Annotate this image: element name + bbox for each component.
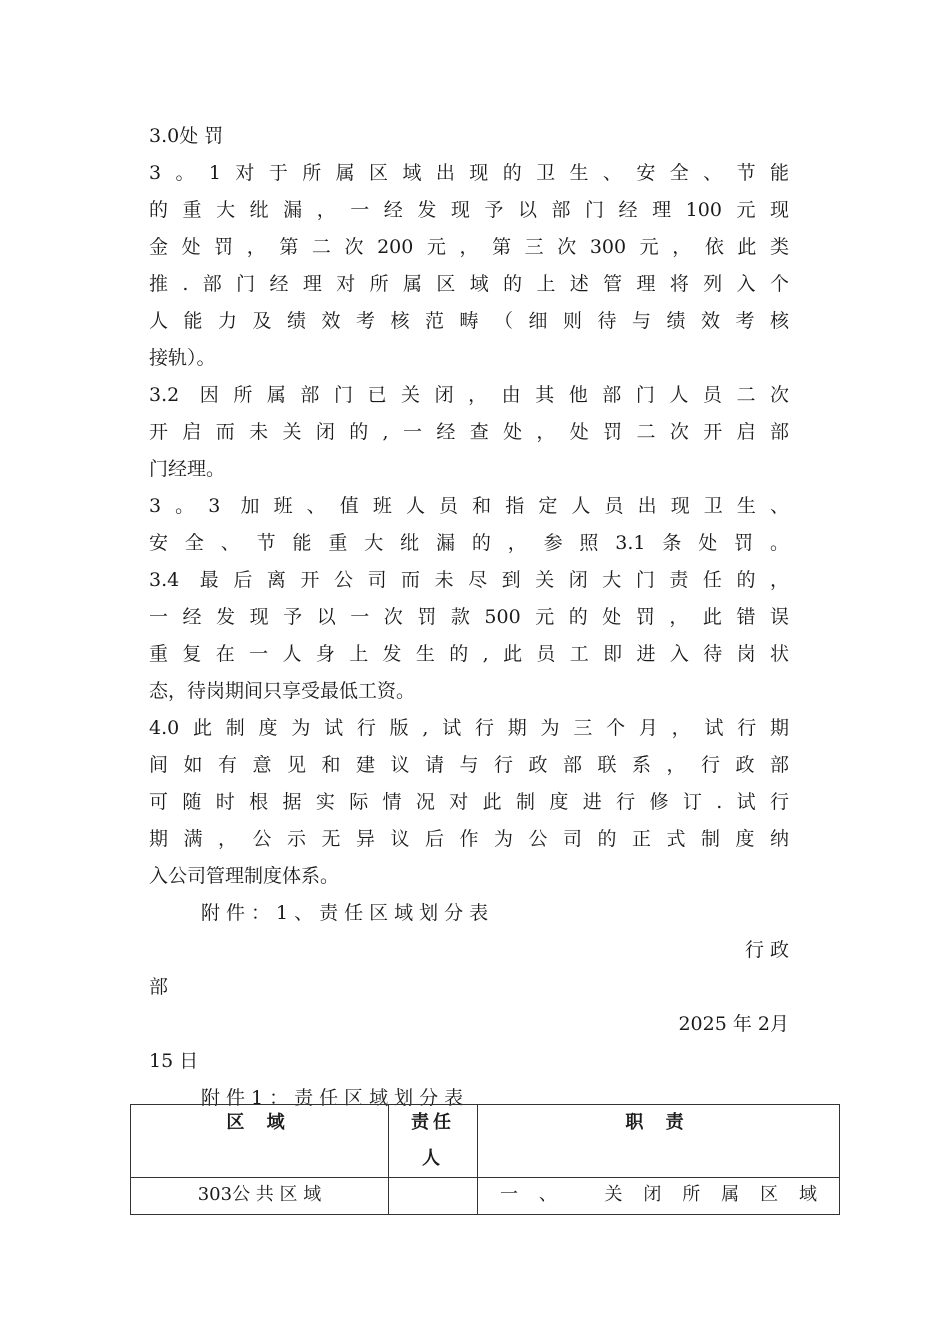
text-line: 行 政 bbox=[744, 939, 789, 961]
text-line: 3.4 最后离开公司而未尽到关闭大门责任的， bbox=[149, 569, 789, 591]
text-line: 重复在一人身上发生的,此员工即进入待岗状 bbox=[149, 643, 789, 665]
text-line: 15 日 bbox=[149, 1050, 199, 1072]
text-line: 态，待岗期间只享受最低工资。 bbox=[149, 680, 416, 702]
text-line: 附件：1、责任区域划分表 bbox=[201, 902, 495, 924]
text-line: 可随时根据实际情况对此制度进行修订.试行 bbox=[149, 791, 789, 813]
text-line: 3.2 因所属部门已关闭，由其他部门人员二次 bbox=[149, 384, 789, 406]
text-line: 3。3 加班、值班人员和指定人员出现卫生、 bbox=[149, 495, 789, 517]
table-header-row bbox=[131, 1105, 840, 1178]
text-line: 入公司管理制度体系。 bbox=[149, 865, 340, 887]
text-line: 3.0处 罚 bbox=[149, 125, 224, 147]
text-line: 3。1对于所属区域出现的卫生、安全、节能 bbox=[149, 162, 789, 184]
text-line: 开启而未关闭的,一经查处，处罚二次开启部 bbox=[149, 421, 789, 443]
cell-area: 303公 共 区 域 bbox=[131, 1178, 389, 1215]
cell-duty: 一、 关闭所属区域 bbox=[478, 1178, 840, 1215]
text-line: 推.部门经理对所属区域的上述管理将列入个 bbox=[149, 273, 789, 295]
text-line: 附件1：责任区域划分表 bbox=[201, 1087, 470, 1109]
document-body bbox=[149, 118, 789, 1117]
header-area: 区 域 bbox=[131, 1105, 389, 1178]
text-line: 2025 年 2月 bbox=[678, 1013, 789, 1035]
text-line: 金处罚，第二次200元，第三次300元，依此类 bbox=[149, 236, 789, 258]
text-line: 安全、节能重大纰漏的，参照3.1条处罚。 bbox=[149, 532, 789, 554]
text-line: 人能力及绩效考核范畴（细则待与绩效考核 bbox=[149, 310, 789, 332]
text-line: 4.0此制度为试行版,试行期为三个月，试行期 bbox=[149, 717, 789, 739]
table-row bbox=[131, 1178, 840, 1215]
cell-person bbox=[389, 1178, 478, 1215]
text-line: 一经发现予以一次罚款500元的处罚，此错误 bbox=[149, 606, 789, 628]
text-line: 间如有意见和建议请与行政部联系，行政部 bbox=[149, 754, 789, 776]
header-duty: 职 责 bbox=[478, 1105, 840, 1178]
text-line: 期满，公示无异议后作为公司的正式制度纳 bbox=[149, 828, 789, 850]
text-line: 门经理。 bbox=[149, 458, 226, 480]
responsibility-table bbox=[130, 1104, 840, 1215]
header-person: 责任人 bbox=[389, 1105, 478, 1178]
text-line: 的重大纰漏，一经发现予以部门经理100元现 bbox=[149, 199, 789, 221]
text-line: 部 bbox=[149, 976, 169, 998]
text-line: 接轨）。 bbox=[149, 347, 216, 369]
